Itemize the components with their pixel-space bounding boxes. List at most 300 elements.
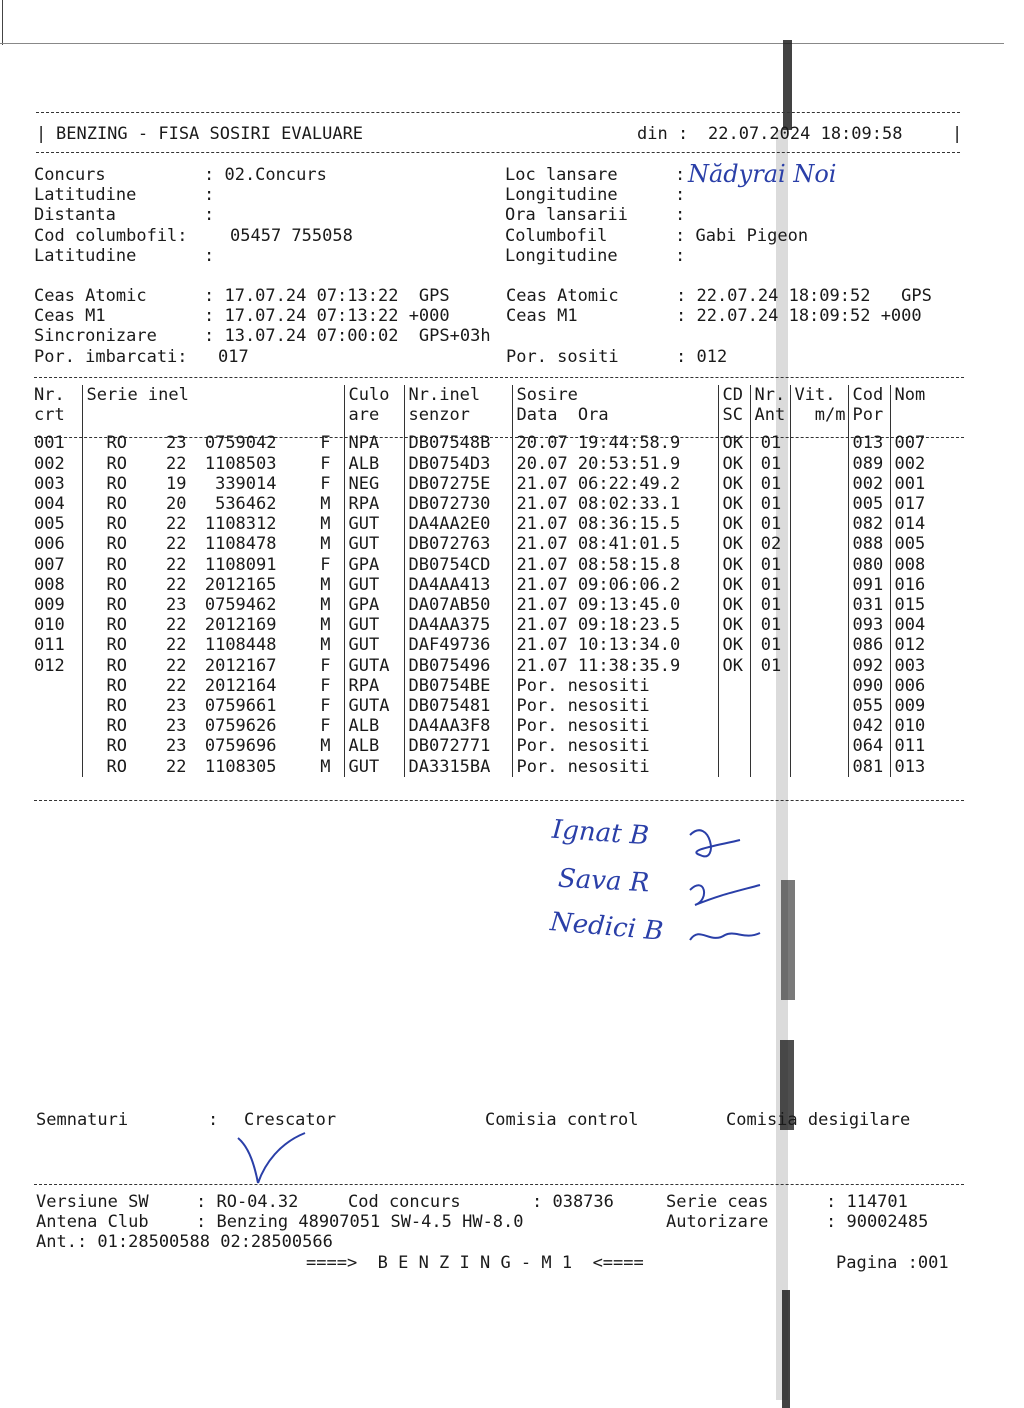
cell-nr: 002 [34, 453, 65, 474]
cell-nr: 011 [34, 635, 65, 656]
cell-tara: RO [106, 615, 127, 636]
handwritten-note: Sava R [557, 863, 651, 899]
cell-an: 22 [166, 453, 187, 474]
cell-serie-inel [82, 534, 344, 554]
cell-nr [30, 696, 82, 716]
cell-tara: RO [106, 736, 127, 757]
footer-antennas: Ant.: 01:28500588 02:28500566 [36, 1232, 333, 1252]
signatures-colon: : [208, 1110, 219, 1130]
cell-cod: 042 [848, 716, 890, 736]
cell-an: 22 [166, 756, 187, 777]
cell-cod: 081 [848, 757, 890, 777]
info-row: Concurs : 02.Concurs [34, 165, 327, 185]
cell-tara: RO [106, 716, 127, 737]
cell-inel: 1108312 [204, 514, 277, 535]
info-row: Latitudine : [34, 245, 215, 266]
cell-sex: F [320, 696, 331, 717]
cell-nom: 013 [890, 757, 940, 777]
cell-culoare: ALB [344, 454, 404, 474]
cell-senzor: DA4AA3F8 [404, 716, 512, 736]
handwritten-note: Nedici B [548, 907, 665, 947]
cell-nom: 016 [890, 575, 940, 595]
table-separator [30, 425, 940, 433]
cell-tara: RO [106, 514, 127, 535]
cell-an: 20 [166, 494, 187, 515]
cell-cd [718, 676, 750, 696]
footer-row: Antena Club : Benzing 48907051 SW-4.5 HW-8.0 Autorizare : 90002485 [36, 1212, 929, 1232]
header-bottom-border [36, 152, 960, 153]
cell-senzor: DB072730 [404, 494, 512, 514]
cell-nr: 012 [34, 655, 65, 676]
handwritten-initials [680, 815, 770, 955]
cell-tara: RO [106, 534, 127, 555]
cell-senzor: DB07548B [404, 433, 512, 453]
cell-culoare: GPA [344, 595, 404, 615]
cell-sosire: 21.07 08:02:33.1 [512, 494, 718, 514]
cell-ant: 01 [750, 595, 790, 615]
cell-tara: RO [106, 696, 127, 717]
cell-ant: 02 [750, 534, 790, 554]
cell-serie-inel [82, 595, 344, 615]
cell-serie-inel [82, 656, 344, 676]
footer-border [34, 1184, 964, 1185]
col-header [82, 405, 344, 425]
cell-an: 22 [166, 675, 187, 696]
cell-inel: 2012164 [204, 675, 277, 696]
crescator-signature-mark [230, 1128, 310, 1188]
clock-row [506, 326, 932, 346]
info-row: Longitudine : [505, 245, 686, 266]
cell-sosire: 21.07 08:41:01.5 [512, 534, 718, 554]
cell-senzor: DA4AA2E0 [404, 514, 512, 534]
cell-nom: 008 [890, 555, 940, 575]
signature-crescator: Crescator [244, 1110, 337, 1130]
cell-ant: 01 [750, 433, 790, 453]
cell-sosire: Por. nesositi [512, 716, 718, 736]
table-row [30, 514, 940, 534]
cell-inel: 339014 [215, 473, 277, 494]
table-header-row [30, 405, 940, 425]
cell-serie-inel [82, 716, 344, 736]
cell-serie-inel [82, 454, 344, 474]
cell-vit [790, 474, 848, 494]
cell-sosire: 21.07 09:13:45.0 [512, 595, 718, 615]
table-row [30, 736, 940, 756]
cell-cd: OK [718, 514, 750, 534]
cell-nr [30, 716, 82, 736]
cell-serie-inel [82, 433, 344, 453]
cell-cod: 013 [848, 433, 890, 453]
cell-sex: F [320, 655, 331, 676]
loc-lansare-handwritten: Nădyrai Noi [688, 160, 837, 188]
signatures-label: Semnaturi [36, 1110, 129, 1130]
col-header: Ant [750, 405, 790, 425]
footer-page: Pagina :001 [836, 1253, 949, 1273]
cell-inel: 0759462 [204, 595, 277, 616]
cell-sosire: 20.07 19:44:58.9 [512, 433, 718, 453]
cell-inel: 536462 [215, 494, 277, 515]
header-left-bar: | [36, 124, 47, 144]
cell-senzor: DA4AA375 [404, 615, 512, 635]
cell-cod: 088 [848, 534, 890, 554]
cell-nom: 015 [890, 595, 940, 615]
cell-nom: 004 [890, 615, 940, 635]
cell-an: 22 [166, 514, 187, 535]
cell-vit [790, 555, 848, 575]
cell-tara: RO [106, 655, 127, 676]
cell-sosire: 20.07 20:53:51.9 [512, 454, 718, 474]
cell-vit [790, 757, 848, 777]
cell-nr: 007 [34, 554, 65, 575]
cell-an: 19 [166, 473, 187, 494]
cell-nom: 002 [890, 454, 940, 474]
cell-ant: 01 [750, 635, 790, 655]
cell-senzor: DAF49736 [404, 635, 512, 655]
cell-cd [718, 736, 750, 756]
cell-sosire: 21.07 08:58:15.8 [512, 555, 718, 575]
cell-sex: M [320, 635, 331, 656]
footer-banner: ====> B E N Z I N G - M 1 <==== [306, 1253, 644, 1273]
table-bottom-border [34, 800, 964, 801]
cell-nr: 005 [34, 514, 65, 535]
cell-sosire: 21.07 10:13:34.0 [512, 635, 718, 655]
cell-inel: 1108503 [204, 453, 277, 474]
cell-sosire: Por. nesositi [512, 736, 718, 756]
cell-ant: 01 [750, 555, 790, 575]
cell-culoare: GUT [344, 575, 404, 595]
cell-vit [790, 514, 848, 534]
cell-cd: OK [718, 656, 750, 676]
table-row [30, 696, 940, 716]
cell-inel: 0759696 [204, 736, 277, 757]
col-header: SC [718, 405, 750, 425]
cell-culoare: GUT [344, 757, 404, 777]
cell-vit [790, 615, 848, 635]
clock-row: Ceas Atomic : 17.07.24 07:13:22 GPS [34, 286, 450, 306]
cell-culoare: NPA [344, 433, 404, 453]
cell-cd: OK [718, 575, 750, 595]
cell-inel: 0759626 [204, 716, 277, 737]
table-row [30, 575, 940, 595]
cell-senzor: DB0754CD [404, 555, 512, 575]
cell-nom: 017 [890, 494, 940, 514]
cell-sosire: 21.07 09:18:23.5 [512, 615, 718, 635]
cell-cd: OK [718, 534, 750, 554]
header-top-border [36, 112, 960, 113]
cell-cod: 080 [848, 555, 890, 575]
cell-senzor: DA07AB50 [404, 595, 512, 615]
arrivals-table [30, 385, 940, 777]
col-header: Nr.inel [404, 385, 512, 405]
col-header: CD [718, 385, 750, 405]
cell-nom: 010 [890, 716, 940, 736]
cell-cod: 092 [848, 656, 890, 676]
cell-cd: OK [718, 433, 750, 453]
cell-cd [718, 716, 750, 736]
cell-sex: M [320, 615, 331, 636]
table-row [30, 595, 940, 615]
col-header: Vit. [790, 385, 848, 405]
cell-sosire: 21.07 06:22:49.2 [512, 474, 718, 494]
cell-nr: 004 [34, 494, 65, 515]
cell-inel: 1108305 [204, 756, 277, 777]
info-row: Columbofil : Gabi Pigeon [505, 225, 809, 246]
cell-serie-inel [82, 635, 344, 655]
cell-an: 23 [166, 736, 187, 757]
col-header: are [344, 405, 404, 425]
cell-sex: M [320, 736, 331, 757]
cell-an: 22 [166, 554, 187, 575]
cell-cod: 090 [848, 676, 890, 696]
cell-vit [790, 676, 848, 696]
cell-sex: F [320, 453, 331, 474]
cell-inel: 2012169 [204, 615, 277, 636]
cell-sex: M [320, 534, 331, 555]
table-row [30, 555, 940, 575]
cell-sosire: 21.07 09:06:06.2 [512, 575, 718, 595]
info-left [34, 165, 353, 266]
signature-comisia-desigilare: Comisia desigilare [726, 1110, 911, 1130]
cell-ant: 01 [750, 575, 790, 595]
cell-nr [30, 757, 82, 777]
cell-vit [790, 716, 848, 736]
cell-cod: 055 [848, 696, 890, 716]
col-header: crt [34, 405, 65, 426]
table-body [30, 433, 940, 776]
cell-senzor: DB072763 [404, 534, 512, 554]
cell-ant: 01 [750, 474, 790, 494]
cell-nom: 006 [890, 676, 940, 696]
cell-inel: 1108448 [204, 635, 277, 656]
table-row [30, 454, 940, 474]
cell-sosire: Por. nesositi [512, 696, 718, 716]
info-row: Loc lansare : [505, 165, 686, 185]
cell-nom: 001 [890, 474, 940, 494]
cell-serie-inel [82, 757, 344, 777]
table-row [30, 757, 940, 777]
cell-tara: RO [106, 756, 127, 777]
cell-tara: RO [106, 473, 127, 494]
signature-comisia-control: Comisia control [485, 1110, 639, 1130]
cell-culoare: RPA [344, 494, 404, 514]
cell-culoare: GPA [344, 555, 404, 575]
cell-vit [790, 433, 848, 453]
cell-serie-inel [82, 736, 344, 756]
scan-streak [782, 1290, 790, 1408]
table-row [30, 433, 940, 453]
cell-senzor: DA4AA413 [404, 575, 512, 595]
cell-culoare: NEG [344, 474, 404, 494]
cell-sex: F [320, 473, 331, 494]
cell-tara: RO [106, 675, 127, 696]
cell-senzor: DA3315BA [404, 757, 512, 777]
scan-streak [783, 40, 792, 130]
cell-inel: 2012165 [204, 574, 277, 595]
cell-cd: OK [718, 494, 750, 514]
table-row [30, 615, 940, 635]
cell-culoare: ALB [344, 736, 404, 756]
cell-sex: M [320, 514, 331, 535]
cell-vit [790, 736, 848, 756]
header-date: 22.07.2024 18:09:58 [708, 124, 903, 144]
col-header [890, 405, 940, 425]
cell-nr [30, 736, 82, 756]
footer-row: Versiune SW : RO-04.32 Cod concurs : 038736 Serie ceas : 114701 [36, 1192, 908, 1212]
col-header: Nom [890, 385, 940, 405]
cell-nr [30, 676, 82, 696]
cell-ant: 01 [750, 656, 790, 676]
cell-serie-inel [82, 615, 344, 635]
cell-sex: F [320, 433, 331, 454]
table-row [30, 474, 940, 494]
clock-row: Sincronizare : 13.07.24 07:00:02 GPS+03h [34, 326, 491, 347]
cell-tara: RO [106, 453, 127, 474]
cell-tara: RO [106, 433, 127, 454]
cell-cd [718, 696, 750, 716]
cell-nr: 001 [34, 433, 65, 454]
cell-vit [790, 454, 848, 474]
cell-senzor: DB075481 [404, 696, 512, 716]
table-row [30, 534, 940, 554]
col-header: Serie inel [82, 385, 344, 405]
cell-cd: OK [718, 454, 750, 474]
page-title: BENZING - FISA SOSIRI EVALUARE [56, 124, 364, 144]
col-header: Culo [344, 385, 404, 405]
cell-ant [750, 736, 790, 756]
clocks-right [506, 286, 932, 367]
info-row: Ora lansarii : [505, 205, 686, 226]
cell-nr: 006 [34, 534, 65, 555]
header-date-label: din : [637, 124, 689, 144]
cell-culoare: ALB [344, 716, 404, 736]
cell-ant: 01 [750, 454, 790, 474]
table-row [30, 656, 940, 676]
cell-cod: 093 [848, 615, 890, 635]
cell-senzor: DB072771 [404, 736, 512, 756]
cell-an: 23 [166, 716, 187, 737]
cell-culoare: GUT [344, 615, 404, 635]
cell-vit [790, 656, 848, 676]
cell-an: 23 [166, 433, 187, 454]
cell-cd: OK [718, 635, 750, 655]
col-header: Data Ora [512, 405, 718, 425]
scan-streak [781, 880, 795, 1000]
cell-inel: 1108091 [204, 554, 277, 575]
cell-sosire: Por. nesositi [512, 757, 718, 777]
cell-serie-inel [82, 696, 344, 716]
cell-ant [750, 757, 790, 777]
clock-row: Ceas M1 : 17.07.24 07:13:22 +000 [34, 306, 450, 327]
info-row: Latitudine : [34, 185, 215, 206]
cell-tara: RO [106, 635, 127, 656]
cell-culoare: RPA [344, 676, 404, 696]
cell-nr: 010 [34, 615, 65, 636]
cell-senzor: DB075496 [404, 656, 512, 676]
cell-cod: 091 [848, 575, 890, 595]
col-header: m/m [790, 405, 848, 425]
cell-ant: 01 [750, 494, 790, 514]
table-row [30, 676, 940, 696]
col-header: Por [848, 405, 890, 425]
cell-ant: 01 [750, 615, 790, 635]
cell-ant [750, 696, 790, 716]
cell-vit [790, 696, 848, 716]
col-header: senzor [404, 405, 512, 425]
cell-cod: 086 [848, 635, 890, 655]
clock-row: Ceas Atomic : 22.07.24 18:09:52 GPS [506, 286, 932, 306]
cell-nom: 005 [890, 534, 940, 554]
cell-sosire: 21.07 08:36:15.5 [512, 514, 718, 534]
table-row [30, 635, 940, 655]
table-header-row [30, 385, 940, 405]
cell-vit [790, 595, 848, 615]
cell-tara: RO [106, 554, 127, 575]
cell-nr: 009 [34, 595, 65, 616]
clock-row: Ceas M1 : 22.07.24 18:09:52 +000 [506, 306, 922, 327]
cell-vit [790, 494, 848, 514]
cell-tara: RO [106, 574, 127, 595]
cell-cod: 082 [848, 514, 890, 534]
scan-edge-line [2, 0, 3, 45]
cell-cd: OK [718, 615, 750, 635]
cell-cd [718, 757, 750, 777]
col-header: Nr. [34, 385, 65, 405]
cell-serie-inel [82, 555, 344, 575]
cell-culoare: GUTA [344, 656, 404, 676]
cell-cod: 005 [848, 494, 890, 514]
cell-inel: 1108478 [204, 534, 277, 555]
cell-sex: M [320, 494, 331, 515]
cell-sex: F [320, 716, 331, 737]
cell-cod: 064 [848, 736, 890, 756]
cell-sex: F [320, 554, 331, 575]
cell-sex: F [320, 675, 331, 696]
cell-culoare: GUT [344, 514, 404, 534]
cell-sex: M [320, 595, 331, 616]
cell-an: 23 [166, 595, 187, 616]
cell-nom: 009 [890, 696, 940, 716]
cell-sex: M [320, 574, 331, 595]
cell-cod: 089 [848, 454, 890, 474]
cell-nom: 007 [890, 433, 940, 453]
handwritten-note: Ignat B [551, 814, 650, 852]
cell-inel: 2012167 [204, 655, 277, 676]
table-top-border [34, 377, 964, 378]
cell-an: 22 [166, 574, 187, 595]
cell-vit [790, 534, 848, 554]
cell-serie-inel [82, 494, 344, 514]
cell-nom: 003 [890, 656, 940, 676]
cell-ant [750, 716, 790, 736]
cell-nom: 011 [890, 736, 940, 756]
info-row: Distanta : [34, 205, 215, 226]
col-header: Sosire [512, 385, 718, 405]
cell-ant: 01 [750, 514, 790, 534]
cell-nr: 003 [34, 473, 65, 494]
cell-serie-inel [82, 474, 344, 494]
cell-cod: 002 [848, 474, 890, 494]
col-header: Nr. [750, 385, 790, 405]
cell-an: 22 [166, 615, 187, 636]
cell-serie-inel [82, 676, 344, 696]
info-row: Cod columbofil: 05457 755058 [34, 225, 353, 246]
cell-an: 22 [166, 534, 187, 555]
cell-ant [750, 676, 790, 696]
cell-culoare: GUT [344, 534, 404, 554]
cell-nom: 012 [890, 635, 940, 655]
cell-an: 22 [166, 635, 187, 656]
cell-cd: OK [718, 555, 750, 575]
